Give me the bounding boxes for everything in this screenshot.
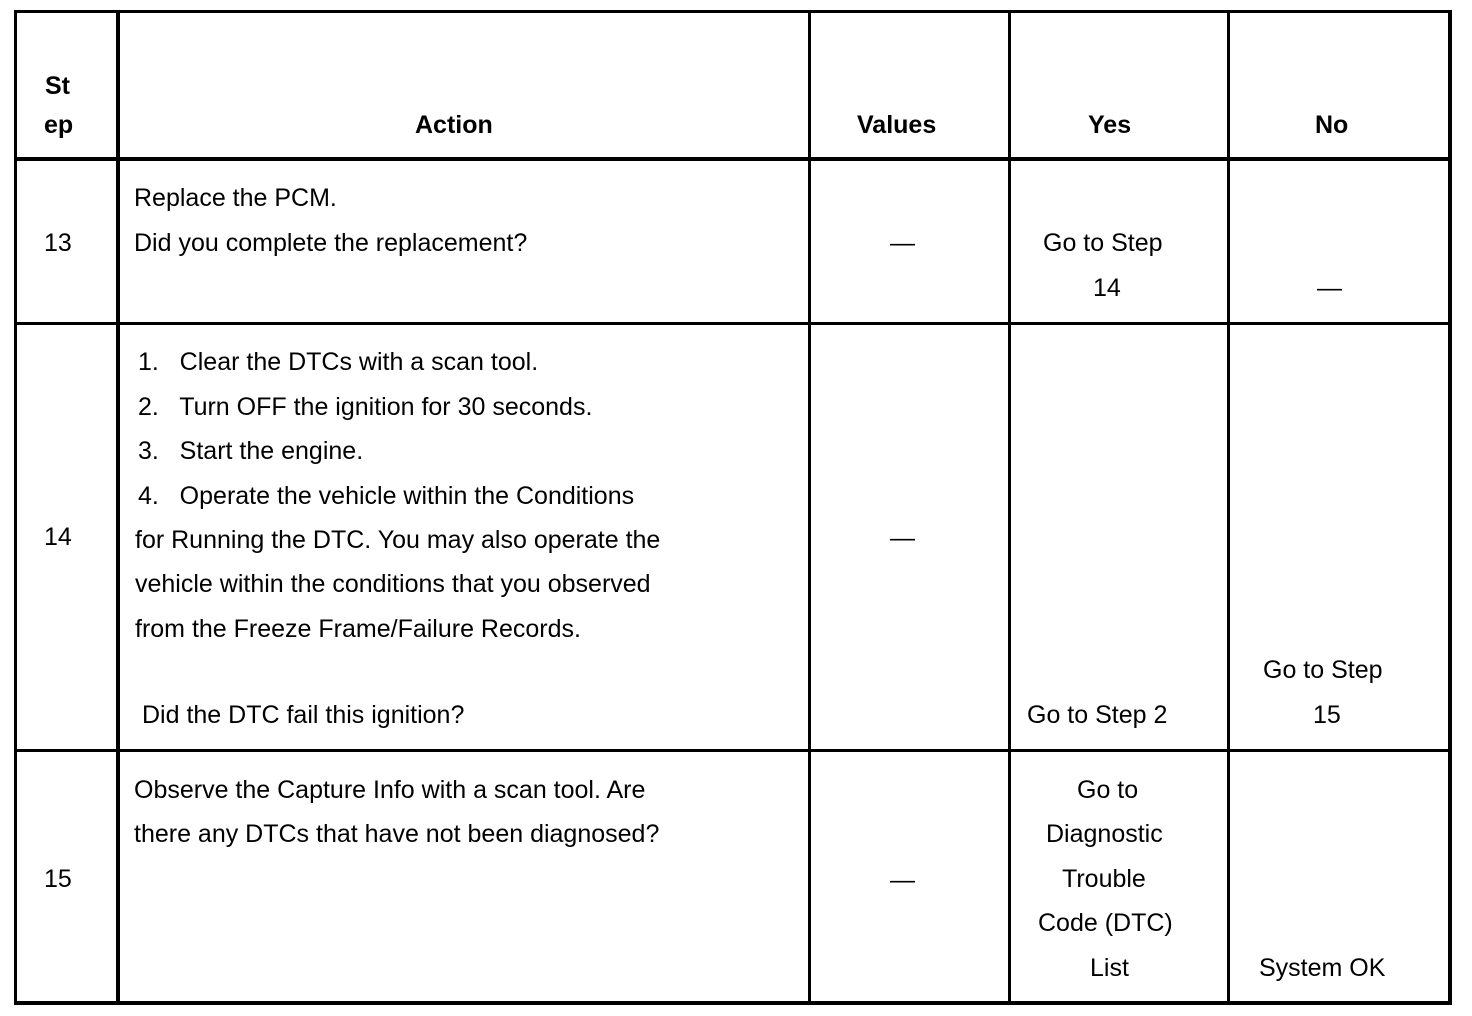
row13-action-line1: Replace the PCM. [134,184,337,212]
row14-action-line2: 2. Turn OFF the ignition for 30 seconds. [138,393,593,421]
header-no: No [1315,111,1349,139]
row14-no-line2: 15 [1313,701,1341,729]
row14-action-line4: 4. Operate the vehicle within the Conditions [138,482,635,510]
table-border-left [14,10,17,1005]
row14-action-line1: 1. Clear the DTCs with a scan tool. [138,348,539,376]
col-divider-yes-no [1227,10,1230,1005]
header-divider [14,157,1452,161]
row13-step: 13 [44,229,72,257]
row14-action-line6: vehicle within the conditions that you observed [135,570,651,598]
row15-action-line1: Observe the Capture Info with a scan tool. Are [134,776,646,804]
col-divider-step-action [116,10,120,1005]
row13-yes-line2: 14 [1093,274,1121,302]
table-border-top [14,10,1452,13]
row13-values: — [890,229,915,257]
row13-action-line2: Did you complete the replacement? [134,229,528,257]
row13-yes-line1: Go to Step [1043,229,1163,257]
row15-yes-line3: Trouble [1062,865,1146,893]
row15-no: System OK [1259,954,1386,982]
header-step-line1: St [45,72,70,100]
row15-values: — [890,866,915,894]
row14-action-question: Did the DTC fail this ignition? [142,701,465,729]
row14-action-line5: for Running the DTC. You may also operate the [135,526,661,554]
row14-step: 14 [44,523,72,551]
row13-no: — [1317,274,1342,302]
header-values: Values [857,111,937,139]
row14-action-line3: 3. Start the engine. [138,437,364,465]
row15-yes-line4: Code (DTC) [1038,909,1173,937]
header-action: Action [415,111,493,139]
row-divider-14-15 [14,749,1452,752]
row15-yes-line1: Go to [1077,776,1139,804]
row14-yes: Go to Step 2 [1027,701,1168,729]
header-step-line2: ep [44,111,74,139]
row15-step: 15 [44,865,72,893]
row-divider-13-14 [14,322,1452,325]
row15-yes-line2: Diagnostic [1046,820,1163,848]
table-border-right [1448,10,1452,1005]
row14-action-line7: from the Freeze Frame/Failure Records. [135,615,581,643]
row14-values: — [890,524,915,552]
row15-yes-line5: List [1090,954,1129,982]
row15-action-line2: there any DTCs that have not been diagnosed? [134,820,660,848]
header-yes: Yes [1088,111,1132,139]
col-divider-action-values [808,10,811,1005]
table-border-bottom [14,1001,1452,1005]
col-divider-values-yes [1008,10,1011,1005]
row14-no-line1: Go to Step [1263,656,1383,684]
